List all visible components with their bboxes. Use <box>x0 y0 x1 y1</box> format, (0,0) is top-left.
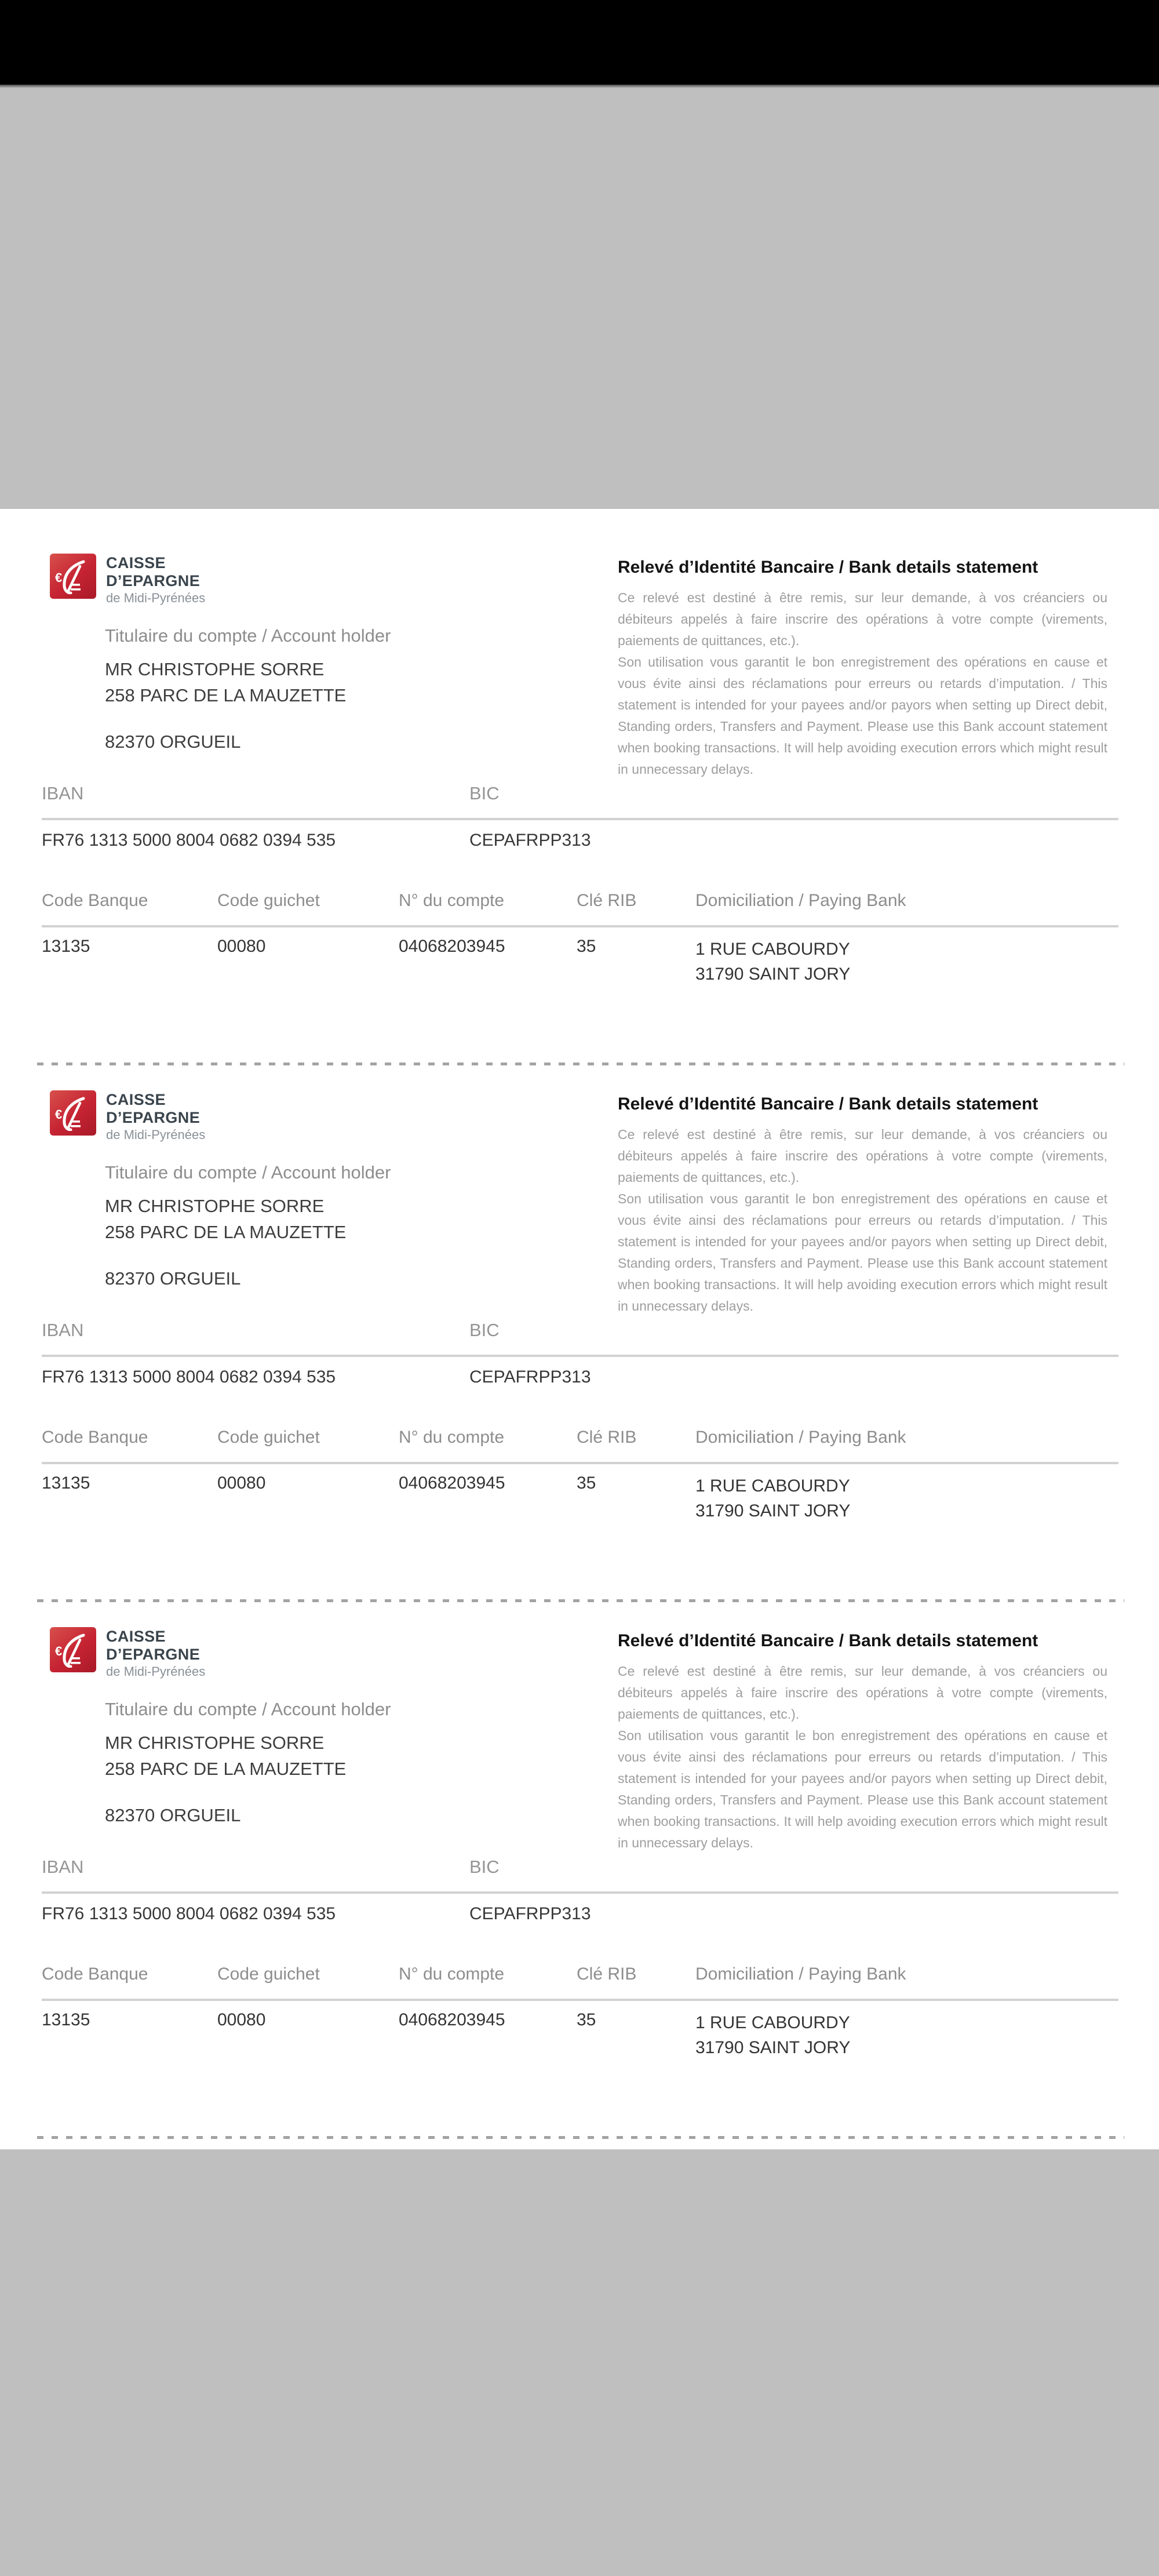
paying-bank-address-line2: 31790 SAINT JORY <box>695 965 851 984</box>
branch-code-value: 00080 <box>217 1473 266 1493</box>
caisse-epargne-logo <box>50 1627 96 1672</box>
statement-intro-en: Son utilisation vous garantit le bon enregistrement des opérations en cause et vous évite ainsi des réclamations pour erreurs ou retards d’imputation. / This statement is intended for your payees and/or payors when setting up Direct debit, Standing orders, Transfers and Payment. Please use this Bank account statement when booking transactions. It will help avoiding execution errors which might result in unnecessary delays. <box>618 1191 1107 1314</box>
statement-intro-en: Son utilisation vous garantit le bon enregistrement des opérations en cause et vous évite ainsi des réclamations pour erreurs ou retards d’imputation. / This statement is intended for your payees and/or payors when setting up Direct debit, Standing orders, Transfers and Payment. Please use this Bank account statement when booking transactions. It will help avoiding execution errors which might result in unnecessary delays. <box>618 654 1107 777</box>
account-holder-address: 258 PARC DE LA MAUZETTE <box>105 1222 347 1242</box>
statement-info <box>618 1094 1107 1317</box>
bank-name <box>106 1090 205 1143</box>
statement-title: Relevé d’Identité Bancaire / Bank details statement <box>618 558 1038 577</box>
table-header-rib-key: Clé RIB <box>577 891 637 910</box>
account-holder-name: MR CHRISTOPHE SORRE <box>105 659 325 679</box>
paying-bank-address-line2: 31790 SAINT JORY <box>695 1501 851 1520</box>
paying-bank-address-line1: 1 RUE CABOURDY <box>695 940 850 959</box>
rib-slip <box>0 554 1159 1090</box>
table-header-domiciliation: Domiciliation / Paying Bank <box>695 891 906 910</box>
dashed-separator <box>37 1063 1124 1065</box>
table-header-bank-code: Code Banque <box>42 1428 148 1447</box>
bank-name-line2: D’EPARGNE <box>106 1646 201 1663</box>
account-holder-name: MR CHRISTOPHE SORRE <box>105 1196 325 1216</box>
bic-label: BIC <box>469 783 500 803</box>
iban-label: IBAN <box>42 1320 84 1340</box>
branch-code-value: 00080 <box>217 937 266 956</box>
iban-label: IBAN <box>42 1857 84 1877</box>
bank-code-value: 13135 <box>42 2010 90 2029</box>
statement-info <box>618 1631 1107 1854</box>
table-header-domiciliation: Domiciliation / Paying Bank <box>695 1964 906 1984</box>
table-header-branch-code: Code guichet <box>217 1428 320 1447</box>
paying-bank-address <box>695 1473 850 1523</box>
rib-key-value: 35 <box>577 1473 596 1493</box>
iban-value: FR76 1313 5000 8004 0682 0394 535 <box>42 1367 336 1387</box>
statement-title: Relevé d’Identité Bancaire / Bank details statement <box>618 1094 1038 1114</box>
account-holder-label: Titulaire du compte / Account holder <box>105 625 391 646</box>
iban-value: FR76 1313 5000 8004 0682 0394 535 <box>42 1904 336 1923</box>
bic-value: CEPAFRPP313 <box>469 1367 591 1387</box>
caisse-epargne-logo <box>50 554 96 599</box>
bank-brand <box>50 1090 205 1143</box>
table-divider <box>42 1462 1118 1464</box>
rib-key-value: 35 <box>577 2010 596 2029</box>
statement-title: Relevé d’Identité Bancaire / Bank details statement <box>618 1631 1038 1650</box>
table-divider <box>42 1999 1118 2001</box>
bank-name-line2: D’EPARGNE <box>106 572 201 590</box>
squirrel-icon <box>54 558 92 594</box>
bank-name-line2: D’EPARGNE <box>106 1109 201 1126</box>
table-header-bank-code: Code Banque <box>42 891 148 910</box>
statement-intro-fr: Ce relevé est destiné à être remis, sur leur demande, à vos créanciers ou débiteurs appelés à faire inscrire des opérations à votre compte (virements, paiements de quittances, etc.). <box>618 1664 1107 1722</box>
squirrel-icon <box>54 1632 92 1668</box>
caisse-epargne-logo <box>50 1090 96 1136</box>
dashed-separator <box>37 1599 1124 1602</box>
table-header-branch-code: Code guichet <box>217 1964 320 1984</box>
bank-name-line1: CAISSE <box>106 1091 166 1108</box>
rib-key-value: 35 <box>577 937 596 956</box>
rib-document <box>0 509 1159 2149</box>
bank-code-value: 13135 <box>42 1473 90 1493</box>
statement-info <box>618 557 1107 780</box>
paying-bank-address-line2: 31790 SAINT JORY <box>695 2038 851 2057</box>
bic-label: BIC <box>469 1857 500 1877</box>
account-holder-label: Titulaire du compte / Account holder <box>105 1699 391 1719</box>
bank-brand <box>50 554 205 606</box>
paying-bank-address <box>695 2010 850 2060</box>
statement-intro-fr: Ce relevé est destiné à être remis, sur leur demande, à vos créanciers ou débiteurs appelés à faire inscrire des opérations à votre compte (virements, paiements de quittances, etc.). <box>618 590 1107 648</box>
paying-bank-address <box>695 937 850 987</box>
rib-slip <box>0 1090 1159 1627</box>
account-holder-city: 82370 ORGUEIL <box>105 732 241 752</box>
bank-region: de Midi-Pyrénées <box>106 1127 206 1142</box>
statement-intro-en: Son utilisation vous garantit le bon enregistrement des opérations en cause et vous évite ainsi des réclamations pour erreurs ou retards d’imputation. / This statement is intended for your payees and/or payors when setting up Direct debit, Standing orders, Transfers and Payment. Please use this Bank account statement when booking transactions. It will help avoiding execution errors which might result in unnecessary delays. <box>618 1728 1107 1850</box>
bank-name <box>106 554 205 606</box>
bank-name-line1: CAISSE <box>106 554 166 572</box>
bank-code-value: 13135 <box>42 937 90 956</box>
table-divider <box>42 925 1118 927</box>
bic-value: CEPAFRPP313 <box>469 1904 591 1923</box>
paying-bank-address-line1: 1 RUE CABOURDY <box>695 2013 850 2032</box>
bic-label: BIC <box>469 1320 500 1340</box>
svg-text:€: € <box>55 570 63 585</box>
account-number-value: 04068203945 <box>399 937 505 956</box>
statement-intro-fr: Ce relevé est destiné à être remis, sur leur demande, à vos créanciers ou débiteurs appelés à faire inscrire des opérations à votre compte (virements, paiements de quittances, etc.). <box>618 1127 1107 1185</box>
table-header-account-number: N° du compte <box>399 1964 505 1984</box>
table-header-branch-code: Code guichet <box>217 891 320 910</box>
bank-region: de Midi-Pyrénées <box>106 1664 206 1679</box>
account-holder-name: MR CHRISTOPHE SORRE <box>105 1733 325 1753</box>
iban-divider <box>42 1355 1118 1357</box>
account-holder-address: 258 PARC DE LA MAUZETTE <box>105 1759 347 1779</box>
squirrel-icon <box>54 1095 92 1131</box>
iban-divider <box>42 1891 1118 1894</box>
table-header-rib-key: Clé RIB <box>577 1964 637 1984</box>
bank-brand <box>50 1627 205 1679</box>
iban-divider <box>42 818 1118 820</box>
bank-region: de Midi-Pyrénées <box>106 591 206 605</box>
account-holder-address: 258 PARC DE LA MAUZETTE <box>105 685 347 705</box>
rib-slip <box>0 1627 1159 2149</box>
iban-value: FR76 1313 5000 8004 0682 0394 535 <box>42 831 336 850</box>
svg-text:€: € <box>55 1107 63 1122</box>
branch-code-value: 00080 <box>217 2010 266 2029</box>
svg-text:€: € <box>55 1644 63 1658</box>
account-holder-label: Titulaire du compte / Account holder <box>105 1162 391 1183</box>
table-header-account-number: N° du compte <box>399 891 505 910</box>
account-number-value: 04068203945 <box>399 1473 505 1493</box>
iban-label: IBAN <box>42 783 84 803</box>
bic-value: CEPAFRPP313 <box>469 831 591 850</box>
status-bar <box>0 0 1159 85</box>
account-holder-city: 82370 ORGUEIL <box>105 1805 241 1825</box>
table-header-bank-code: Code Banque <box>42 1964 148 1984</box>
table-header-rib-key: Clé RIB <box>577 1428 637 1447</box>
account-holder-city: 82370 ORGUEIL <box>105 1268 241 1289</box>
table-header-domiciliation: Domiciliation / Paying Bank <box>695 1428 906 1447</box>
dashed-separator <box>37 2136 1124 2139</box>
paying-bank-address-line1: 1 RUE CABOURDY <box>695 1476 850 1496</box>
table-header-account-number: N° du compte <box>399 1428 505 1447</box>
account-number-value: 04068203945 <box>399 2010 505 2029</box>
bank-name <box>106 1627 205 1679</box>
bank-name-line1: CAISSE <box>106 1628 166 1645</box>
